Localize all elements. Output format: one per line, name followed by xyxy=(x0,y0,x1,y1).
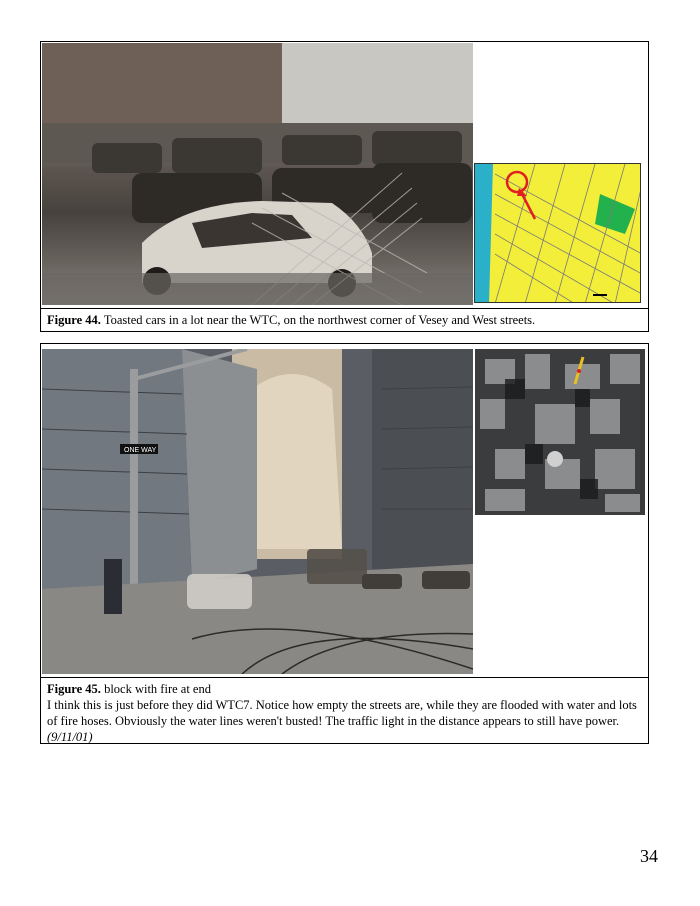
page-number: 34 xyxy=(640,846,658,866)
aerial-map-photo xyxy=(475,349,645,515)
caption-body: I think this is just before they did WTC7. Notice how empty the streets are, while they are flooded with water and lots of fire hoses. Obviously the water lines weren't busted! The traffic light in the distance appears to still have power. xyxy=(47,698,637,728)
caption-title: block with fire at end xyxy=(100,682,211,696)
figure-45 xyxy=(40,343,649,744)
caption-divider xyxy=(41,308,648,309)
street-fire-photo xyxy=(42,349,473,674)
figure-44 xyxy=(40,41,649,332)
caption-divider xyxy=(41,677,648,678)
figure-44-caption xyxy=(47,312,642,328)
figure-label: Figure 44. xyxy=(47,313,101,327)
caption-text: Toasted cars in a lot near the WTC, on the northwest corner of Vesey and West streets. xyxy=(100,313,536,327)
caption-date: (9/11/01) xyxy=(47,730,93,744)
one-way-sign: ONE WAY xyxy=(124,447,157,454)
figure-45-caption xyxy=(47,681,642,745)
figure-label: Figure 45. xyxy=(47,682,101,696)
burned-cars-photo xyxy=(42,43,473,305)
location-map xyxy=(474,163,641,303)
